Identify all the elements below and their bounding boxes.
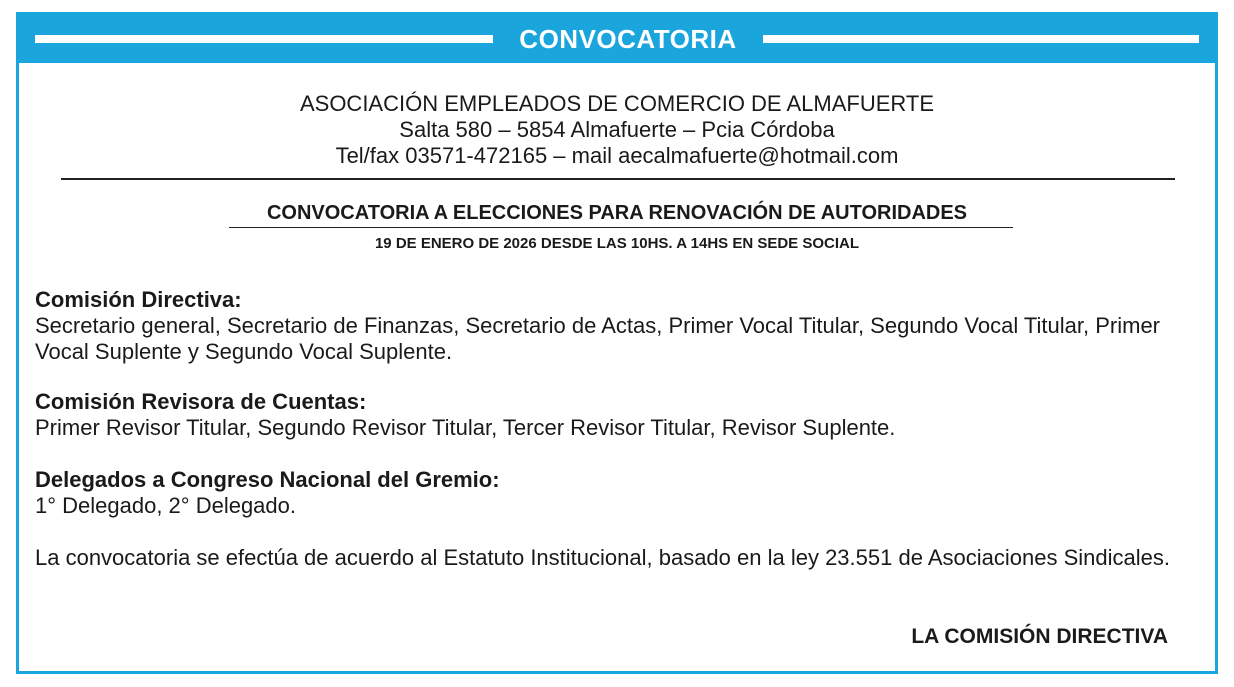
section-body: Primer Revisor Titular, Segundo Revisor Titular, Tercer Revisor Titular, Revisor Suplente. (35, 415, 896, 440)
section-body: Secretario general, Secretario de Finanzas, Secretario de Actas, Primer Vocal Titular, Segundo Vocal Titular, Primer Vocal Suplente y Segundo Vocal Suplente. (35, 313, 1161, 364)
organization-contact: Tel/fax 03571-472165 – mail aecalmafuerte@hotmail.com (335, 143, 899, 168)
section-comision-directiva (35, 287, 1205, 365)
legal-note: La convocatoria se efectúa de acuerdo al Estatuto Institucional, basado en la ley 23.551 de Asociaciones Sindicales. (35, 545, 1170, 570)
convocation-title: CONVOCATORIA A ELECCIONES PARA RENOVACIÓN DE AUTORIDADES (266, 202, 968, 224)
title-underline (229, 227, 1013, 228)
section-delegados (35, 467, 1205, 519)
banner-left-line (35, 35, 493, 43)
banner-right-line (763, 35, 1199, 43)
signature: LA COMISIÓN DIRECTIVA (911, 625, 1168, 648)
section-heading: Delegados a Congreso Nacional del Gremio: (35, 467, 500, 492)
section-heading: Comisión Revisora de Cuentas: (35, 389, 367, 414)
organization-name: ASOCIACIÓN EMPLEADOS DE COMERCIO DE ALMAFUERTE (299, 91, 935, 116)
section-heading: Comisión Directiva: (35, 287, 242, 312)
header-banner (19, 15, 1215, 63)
convocation-date: 19 DE ENERO DE 2026 DESDE LAS 10HS. A 14HS EN SEDE SOCIAL (374, 235, 860, 252)
section-body: 1° Delegado, 2° Delegado. (35, 493, 297, 518)
banner-title: CONVOCATORIA (519, 24, 737, 54)
section-comision-revisora (35, 389, 1205, 441)
notice-frame (16, 12, 1218, 674)
organization-address: Salta 580 – 5854 Almafuerte – Pcia Córdoba (399, 117, 835, 142)
header-divider (61, 178, 1175, 180)
